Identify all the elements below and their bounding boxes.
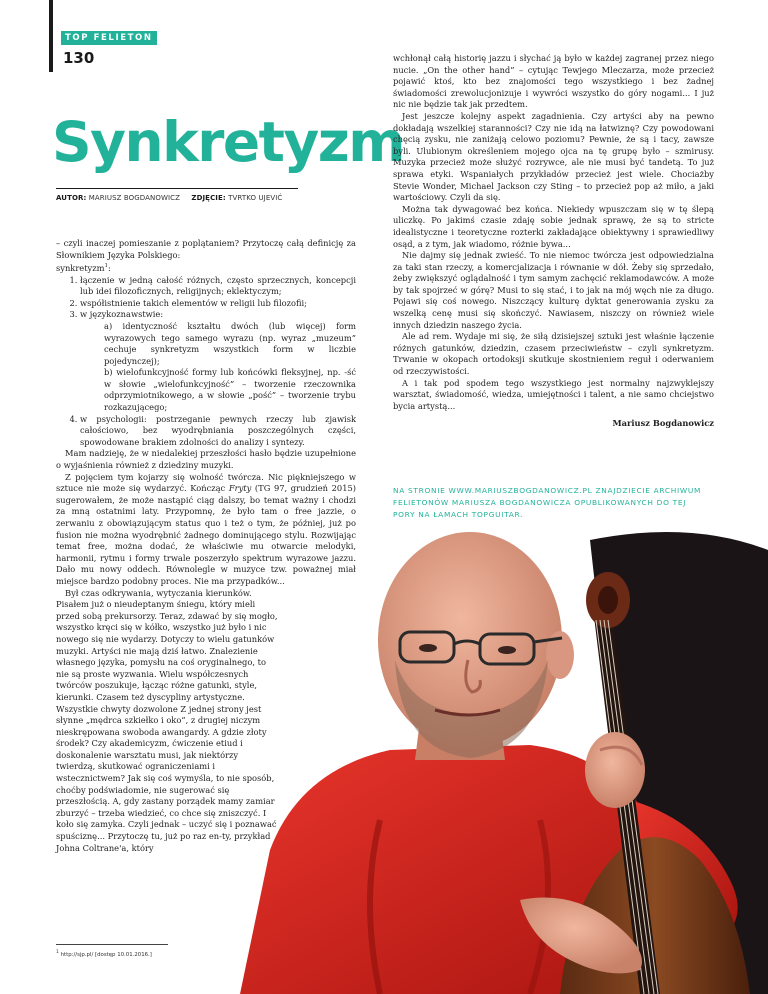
footnote-ref: 1	[104, 263, 108, 270]
paragraph: A i tak pod spodem tego wszystkiego jest normalny najzwyklejszy warsztat, świadomość, wiedza, umiejętności i talent, a nie samo chciejstwo bycia artystą...	[393, 377, 714, 411]
paragraph: Był czas odkrywania, wytyczania kierunków. Pisałem już o nieudeptanym śniegu, który mieli przed sobą prekursorzy. Teraz, zdawać by się mogło, wszystko kręci się w kółko, wszystko już było i nic nowego się nie wydarzy. Dotyczy to wielu gatunków muzyki. Artyści nie mają dziś łatwo. Znalezienie własnego języka, pomysłu na coś oryginalnego, to nie są proste wyzwania. Wielu współczesnych twórców poszukuje, łącząc różne gatunki, style, kierunki. Czasem też dyscypliny artystyczne. Wszystkie chwyty dozwolone Z jednej strony jest słynne „mędrca szkiełko i oko”, z drugiej niczym nieskrępowana swoboda awangardy. A gdzie złoty środek? Czy akademicyzm, ćwiczenie etiud i doskonalenie warsztatu musi, jak niektórzy twierdzą, skutkować ograniczeniami i wstecznictwem? Jak się coś wymyśla, to nie sposób, choćby podświadomie, nie sugerować się przeszłością. A, gdy zastany porządek mamy zamiar zburzyć – trzeba wiedzieć, co chce się zniszczyć. I koło się zamyka. Czyli jednak – uczyć się i poznawać spuściznę... Przytoczę tu, już po raz en-ty, przykład Johna Coltrane'a, który	[56, 587, 278, 853]
definition-item: 4. w psychologii: postrzeganie pewnych rzeczy lub zjawisk całościowo, bez wyodrębniania poszczególnych części, spowodowane brakiem zdolności do analizy i syntezy.	[80, 414, 356, 449]
photo-credit-label: ZDJĘCIE:	[191, 194, 226, 202]
author-name: MARIUSZ BOGDANOWICZ	[88, 194, 181, 202]
category-tag: TOP FELIETON	[61, 31, 157, 45]
footnote-mark: 1	[56, 950, 59, 955]
definition-item: 1. łączenie w jedną całość różnych, często sprzecznych, koncepcji lub idei filozoficznych, religijnych; eklektyczym;	[80, 275, 356, 298]
definition-item: 2. współistnienie takich elementów w religii lub filozofii;	[80, 298, 356, 310]
definition-item	[80, 309, 356, 413]
paragraph: Mam nadzieję, że w niedalekiej przeszłości hasło będzie uzupełnione o wyjaśnienia również z dziedziny muzyki.	[56, 448, 356, 471]
definition-subitem: b) wielofunkcyjność formy lub końcówki fleksyjnej, np. -ść w słowie „wielofunkcyjność” – tworzenie rzeczownika odprzymiotnikowego, a w słowie „pość” – tworzenie trybu rozkazującego;	[104, 367, 356, 413]
author-label: AUTOR:	[56, 194, 87, 202]
footnote	[56, 944, 168, 958]
article-title: Synkretyzm	[52, 110, 405, 174]
sidebar-bar	[49, 0, 53, 72]
right-column	[393, 53, 714, 430]
article-credits	[56, 188, 298, 202]
photo-credit: TVRTKO UJEVIĆ	[228, 194, 283, 202]
emphasis: Fryty	[228, 483, 252, 494]
paragraph	[56, 472, 356, 588]
term-line	[56, 261, 356, 274]
paragraph-text: (TG 97, grudzień 2015) sugerowałem, że może nastąpić ciąg dalszy, bo temat ważny i chodzi za mną ostatnimi laty. Przypomnę, że było tam o free jazzie, o zerwaniu z obowiązującym status quo i też o tym, że później, już po fusion nie można wyodrębnić żadnego dominującego stylu. Rozwijając temat free, można dodać, że właściwie mu otwarcie melodyki, harmonii, rytmu i formy trwale poszerzyło spektrum wyrazowe jazzu. Dało mu nowy oddech. Równolegle w muzyce tzw. poważnej miał miejsce bardzo podobny proces. Nie ma przypadków...	[56, 483, 356, 586]
left-column	[56, 238, 356, 854]
paragraph: Można tak dywagować bez końca. Niekiedy wpuszczam się w tę ślepą uliczkę. Po jakimś czasie zdaję sobie jednak sprawę, że są to stricte idealistyczne i teoretyczne rozterki zakładające obiektywny i sprawiedliwy osąd, a z tym, jak wiadomo, różnie bywa...	[393, 203, 714, 249]
definition-list	[56, 275, 356, 449]
definition-text: w językoznawstwie:	[80, 309, 164, 320]
paragraph: Jest jeszcze kolejny aspekt zagadnienia. Czy artyści aby na pewno dokładają wszelkiej staranności? Czy nie idą na łatwiznę? Czy powodowani chęcią zysku, nie zaniżają celowo poziomu? Pewnie, że są i tacy, zawsze byli. Ulubionym określeniem mojego ojca na tę grupę było – szmirusy. Muzyka przecież może służyć rozrywce, ale nie musi być tandetą. To już sprawa etyki. Wspaniałych przykładów przecież jest wiele. Chociażby Stevie Wonder, Michael Jackson czy Sting – to przecież pop aż miło, a jaki wartościowy. Czyli da się.	[393, 110, 714, 203]
paragraph: Nie dajmy się jednak zwieść. To nie niemoc twórcza jest odpowiedzialna za taki stan rzeczy, a komercjalizacja i równanie w dół. Żeby się sprzedało, żeby zwiększyć oglądalność i tym samym zachęcić reklamodawców. A może by tak spojrzeć w górę? Musi to się stać, i to jak na mój węch nie za długo. Pojawi się coś nowego. Niszczący kulturę dyktat generowania zysku za wszelką cenę musi się skończyć. Nawiasem, niszczy on również wiele innych dziedzin naszego życia.	[393, 250, 714, 330]
term: synkretyzm	[56, 262, 105, 273]
page-number: 130	[63, 49, 95, 67]
author-signature: Mariusz Bogdanowicz	[612, 418, 714, 429]
footnote-link: http://sjp.pl/ [dostęp 10.01.2016.]	[60, 951, 152, 958]
intro-paragraph: – czyli inaczej pomieszanie z poplątaniem? Przytoczę całą definicję za Słownikiem Języka Polskiego:	[56, 238, 356, 260]
term-colon: :	[107, 262, 111, 273]
paragraph: Ale ad rem. Wydaje mi się, że siłą dzisiejszej sztuki jest właśnie łączenie różnych gatunków, dziedzin, czasem przeciwieństw – czyli synkretyzm. Trwanie w okopach ortodoksji skutkuje skostnieniem reguł i oderwaniem od rzeczywistości.	[393, 331, 714, 377]
definition-subitem: a) identyczność kształtu dwóch (lub więcej) form wyrazowych tego samego wyrazu (np. wyraz „muzeum” cechuje synkretyzm wszystkich form w liczbie pojedynczej);	[104, 320, 356, 366]
website-promo: NA STRONIE WWW.MARIUSZBOGDANOWICZ.PL ZNAJDZIECIE ARCHIWUM FELIETONÓW MARIUSZA BOGDANOWICZA OPUBLIKOWANYCH DO TEJ PORY NA ŁAMACH TOPGUITAR.	[393, 486, 702, 519]
paragraph: wchłonął całą historię jazzu i słychać ją było w każdej zagranej przez niego nucie. „On the other hand” – cytując Tewjego Mleczarza, może przecież pojawić ktoś, kto bez znajomości tego wszystkiego i bez żadnej świadomości zrewolucjonizuje i wywróci wszystko do góry nogami... I już nic nie będzie tak jak przedtem.	[393, 53, 714, 110]
definition-sublist	[80, 321, 356, 414]
paragraph-text: Z pojęciem tym kojarzy się wolność twórcza. Nic piękniejszego w sztuce nie może się wydarzyć. Kończąc	[56, 471, 356, 494]
